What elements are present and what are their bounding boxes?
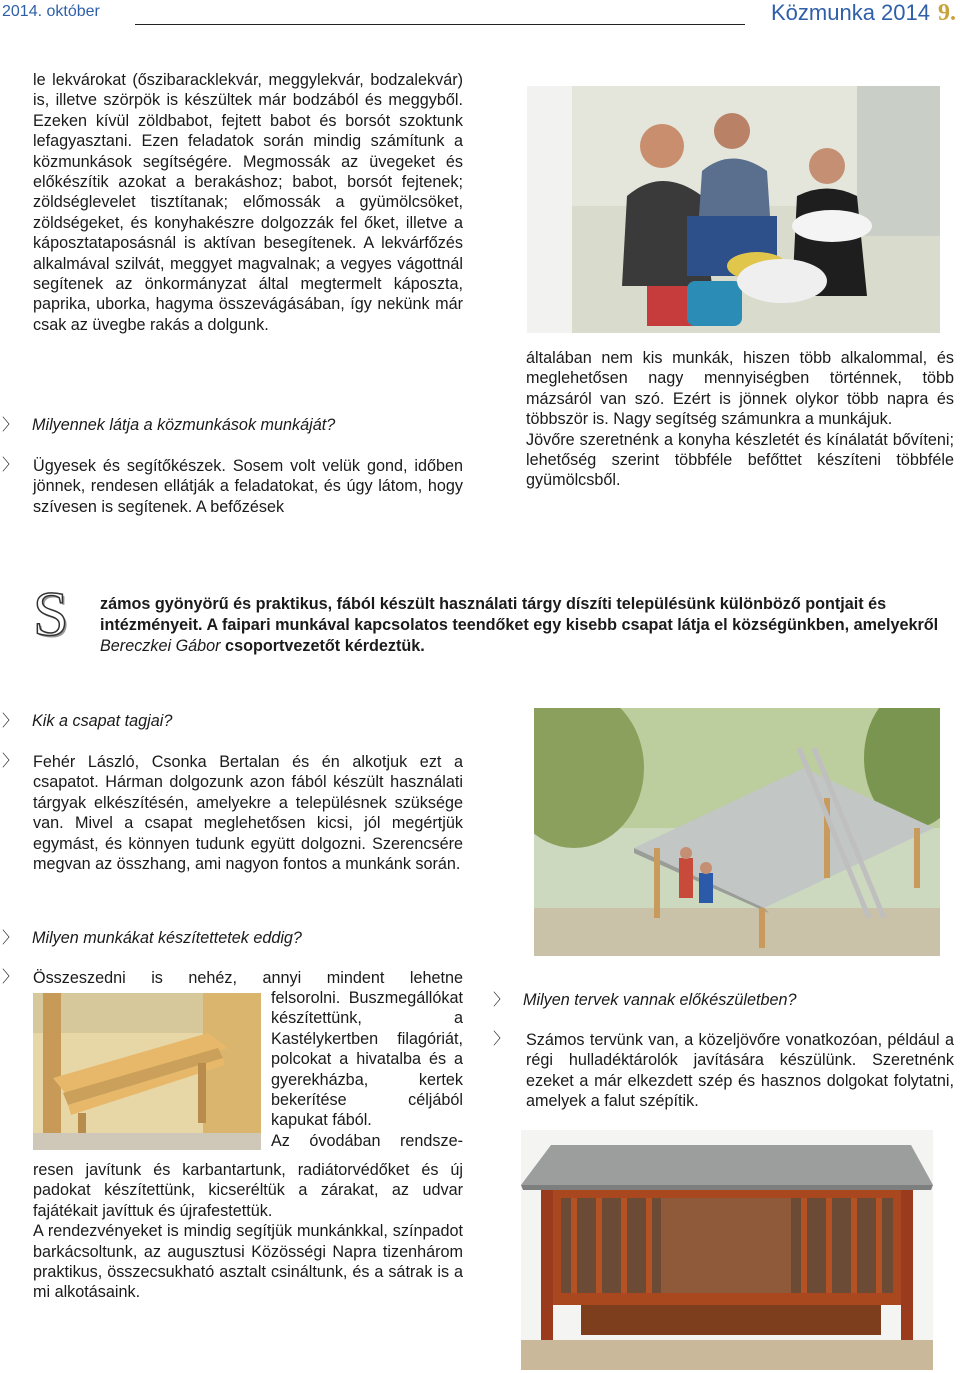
- header-rule: [135, 24, 745, 25]
- header-date: 2014. október: [2, 3, 100, 20]
- right-paragraph-1: általában nem kis munkák, hiszen több alkalommal, és meglehetősen nagy mennyiségben történnek, több mázsáról van szó. Ezért is jönnek olykor több napra és többször is. Nagy segítség számunkra a munkájuk.: [526, 349, 954, 429]
- left-paragraph: le lekvárokat (őszibaracklekvár, meggylekvár, bodzalekvár) is, illetve szörpök is készültek már bodzából és meggyből. Ezeken kívül zöldbabot, fejtett babot és borsót szoktunk lefagyasztani. Ezen feladatok során mindig számítunk a közmunkások segítségére. Megmossák az üvegeket és előkészítik azokat a berakáshoz; babot, borsót fejtenek; zöldséglevelet tisztítanak; előmossák a gyümölcsöket, zöldségeket, és konyhakészre dolgozzák fel őket, illetve a káposztataposásnál is aktívan besegítenek. A lekvárfőzés alkalmával szilvát, meggyet magvalnak; a vegyes vágottnál segítenek az önkormányzat által megtermelt káposzta, paprika, uborka, hagyma összevágásában, így nekünk már csak az üvegbe rakás a dolgunk.: [33, 71, 463, 334]
- interview-answer-2-line1: [2, 968, 463, 988]
- question-text: Milyen munkákat készítettetek eddig?: [32, 929, 302, 947]
- bullet-icon: 〉: [2, 930, 19, 947]
- answer-text: Ügyesek és segítőkészek. Sosem volt velük gond, időben jönnek, rendesen ellátják a feladatokat, és úgy látom, hogy szívesen is segítenek. A befőzések: [33, 457, 463, 516]
- header-title-block: [771, 0, 956, 27]
- question-1: [2, 412, 472, 435]
- answer-1: [2, 456, 463, 517]
- interview-question-1: [2, 708, 472, 731]
- answer-text-rest: resen javítunk és karbantartunk, radiátorvédőket és új padokat készítettünk, kicseréltük a zárakat, az udvar fajátékait javíttuk és újrafestettük.: [33, 1161, 463, 1220]
- answer-text: Számos tervünk van, a közeljövőre vonatkozóan, például a régi hulladéktárolók javítására készülünk. Szeretnénk ezeket a már elkezdett szép és hasznos dolgokat folytatni, amelyek a falut szépítik.: [526, 1031, 954, 1111]
- answer-text-wrap: felsorolni. Buszmegállókat készítettünk, a Kastélykertben filagóriát, polcokat a hivatalba és a gyerekházba, kertek bekerítése céljából kapukat fából.: [271, 989, 463, 1130]
- right-paragraph-2: Jövőre szeretnénk a konyha készletét és kínálatát bővíteni; lehetőség szerint többféle befőttet készíteni többféle gyümölcsből.: [526, 430, 954, 490]
- answer-text: Fehér László, Csonka Bertalan és én alkotjuk ezt a csapatot. Hárman dolgozunk azon fából készült használati tárgyak elkészítésén, amelyekre a településnek szüksége van. Mivel a csapat meglehetősen kicsi, jól megértjük egymást, és könnyen tudunk együtt dolgozni. Szerencsére megvan az összhang, ami nagyon fontos a munkánk során.: [33, 753, 463, 874]
- interview-answer-3: [493, 1030, 954, 1112]
- intro-text-2: csoportvezetőt kérdeztük.: [220, 637, 425, 655]
- bullet-icon: 〉: [2, 969, 19, 986]
- drop-cap: S: [33, 578, 69, 649]
- page-number: 9.: [938, 0, 956, 26]
- wooden-bench-photo: [33, 993, 261, 1150]
- intro-interviewee-name: Bereczkei Gábor: [100, 637, 221, 655]
- bullet-icon: 〉: [493, 992, 510, 1009]
- right-column-text: [526, 348, 954, 491]
- interview-answer-1: [2, 752, 463, 874]
- question-text: Milyennek látja a közmunkások munkáját?: [32, 416, 336, 434]
- left-column-text: [33, 70, 463, 335]
- question-text: Kik a csapat tagjai?: [32, 712, 173, 730]
- bus-shelter-photo: [521, 1130, 933, 1370]
- bullet-icon: 〉: [493, 1031, 510, 1048]
- header-title: Közmunka 2014: [771, 0, 930, 25]
- pavilion-construction-photo: [534, 708, 940, 956]
- intro-paragraph: [100, 594, 955, 657]
- kitchen-workers-photo: [527, 86, 940, 333]
- answer-text: Összeszedni is nehéz, annyi mindent lehetne: [33, 969, 463, 987]
- bullet-icon: 〉: [2, 713, 19, 730]
- bullet-icon: 〉: [2, 753, 19, 770]
- question-text: Milyen tervek vannak előkészületben?: [523, 991, 797, 1009]
- interview-answer-2-rest: [33, 1160, 463, 1303]
- interview-question-2: [2, 925, 472, 948]
- interview-question-3: [493, 987, 953, 1010]
- bullet-icon: 〉: [2, 457, 19, 474]
- interview-answer-2-wrap: [271, 988, 463, 1151]
- answer-text-wrap-2: Az óvodában rendsze-: [271, 1131, 463, 1150]
- intro-text-1: zámos gyönyörű és praktikus, fából készült használati tárgy díszíti településünk különböző pontjait és intézményeit. A faipari munkával kapcsolatos teendőket egy kisebb csapat látja el községünkben, amelyekről: [100, 595, 939, 634]
- answer-text-rest-2: A rendezvényeket is mindig segítjük munkánkkal, színpadot barkácsoltunk, az augusztusi Közösségi Napra tizenhárom praktikus, összecsukható asztalt csináltunk, és a sátrak is a mi alkotásaink.: [33, 1222, 463, 1302]
- bullet-icon: 〉: [2, 417, 19, 434]
